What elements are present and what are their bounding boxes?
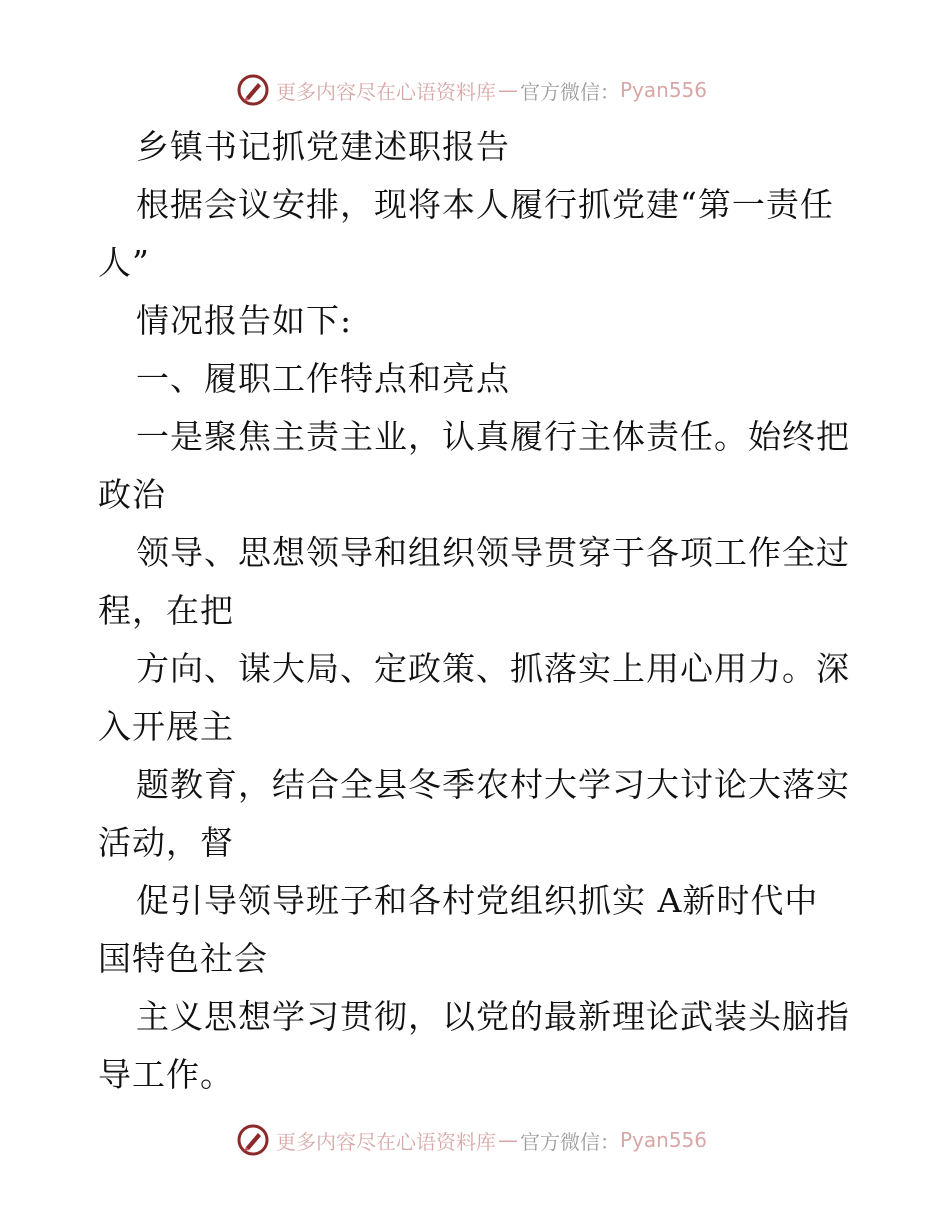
banner-separator: —: [498, 78, 518, 102]
header-watermark-banner: [0, 70, 950, 110]
document-line: 活动，督: [98, 823, 234, 862]
footer-watermark-banner: [0, 1120, 950, 1160]
document-line: 政治: [98, 475, 166, 514]
document-line: 促引导领导班子和各村党组织抓实 A新时代中: [136, 881, 819, 920]
document-line: 题教育，结合全县冬季农村大学习大讨论大落实: [136, 765, 850, 804]
banner-label: 官方微信：: [520, 79, 620, 104]
banner-label: 官方微信：: [520, 1129, 620, 1154]
document-line: 程，在把: [98, 591, 234, 630]
document-body: [98, 118, 858, 1104]
banner-wechat-id: Pyan556: [620, 1128, 708, 1152]
document-line: 导工作。: [98, 1055, 234, 1094]
document-line: 乡镇书记抓党建述职报告: [136, 127, 510, 166]
pen-logo-icon: [236, 73, 270, 107]
document-line: 人”: [98, 243, 150, 282]
document-line: 国特色社会: [98, 939, 268, 978]
document-line: 方向、谋大局、定政策、抓落实上用心用力。深: [136, 649, 850, 688]
document-line: 一、履职工作特点和亮点: [136, 359, 510, 398]
document-line: 根据会议安排，现将本人履行抓党建“第一责任: [136, 185, 834, 224]
document-line: 情况报告如下:: [136, 301, 353, 340]
document-line: 入开展主: [98, 707, 234, 746]
banner-separator: —: [498, 1128, 518, 1152]
document-line: 领导、思想领导和组织领导贯穿于各项工作全过: [136, 533, 850, 572]
banner-text: 更多内容尽在心语资料库: [276, 79, 496, 104]
banner-text: 更多内容尽在心语资料库: [276, 1129, 496, 1154]
document-line: 主义思想学习贯彻，以党的最新理论武装头脑指: [136, 997, 850, 1036]
banner-wechat-id: Pyan556: [620, 78, 708, 102]
document-line: 一是聚焦主责主业，认真履行主体责任。始终把: [136, 417, 850, 456]
pen-logo-icon: [236, 1123, 270, 1157]
